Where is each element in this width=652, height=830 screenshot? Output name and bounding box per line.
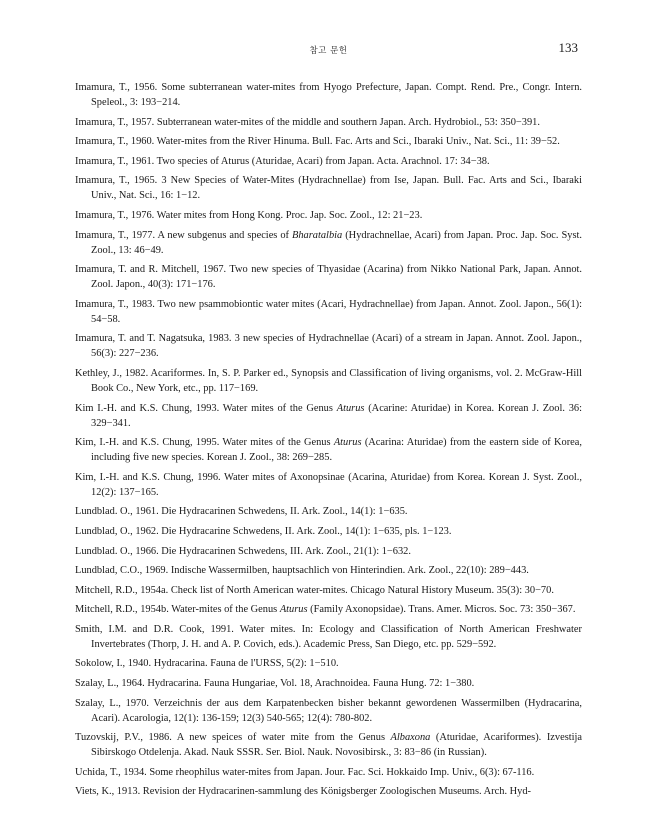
reference-text: Imamura, T., 1961. Two species of Aturus (Aturidae, Acari) from Japan. Acta. Arachnol. 17: 34−38. — [75, 155, 490, 167]
reference-text: Imamura, T., 1965. 3 New Species of Water-Mites (Hydrachnellae) from Ise, Japan. Bull. Fac. Arts and Sci., Ibaraki Univ., Nat. Sci., 16: 1−12. — [75, 175, 582, 202]
taxon-name: Aturus — [336, 402, 365, 414]
reference-text: Imamura, T., 1960. Water-mites from the River Hinuma. Bull. Fac. Arts and Sci., Ibaraki Univ., Nat. Sci., 11: 39−52. — [75, 136, 560, 148]
reference-entry — [75, 115, 582, 130]
reference-entry — [75, 262, 582, 292]
reference-text: Lundblad, C.O., 1969. Indische Wassermilben, hauptsachlich von Hinterindien. Ark. Zool., 22(10): 289−443. — [75, 565, 529, 577]
reference-entry — [75, 730, 582, 760]
running-head: 참고 문헌 — [309, 46, 348, 56]
page-header — [75, 40, 582, 58]
reference-text: Sokolow, I., 1940. Hydracarina. Fauna de l'URSS, 5(2): 1−510. — [75, 658, 339, 670]
reference-entry — [75, 173, 582, 203]
reference-entry — [75, 134, 582, 149]
reference-text: Imamura, T., 1977. A new subgenus and species of — [75, 229, 292, 241]
reference-text: Kim, I.-H. and K.S. Chung, 1996. Water mites of Axonopsinae (Acarina, Aturidae) from Korea. Korean J. Syst. Zool., 12(2): 137−165. — [75, 471, 582, 498]
reference-entry — [75, 622, 582, 652]
reference-entry — [75, 656, 582, 671]
reference-text: Imamura, T., 1956. Some subterranean water-mites from Hyogo Prefecture, Japan. Compt. Rend. Pre., Congr. Intern. Speleol., 3: 193−214. — [75, 82, 582, 108]
reference-entry — [75, 228, 582, 258]
reference-entry — [75, 401, 582, 431]
reference-entry — [75, 524, 582, 539]
taxon-name: Aturus — [279, 604, 308, 616]
reference-entry — [75, 696, 582, 726]
reference-entry — [75, 504, 582, 519]
reference-entry — [75, 435, 582, 465]
reference-entry — [75, 765, 582, 780]
reference-entry — [75, 544, 582, 559]
reference-entry — [75, 80, 582, 110]
reference-text: Mitchell, R.D., 1954b. Water-mites of the Genus — [75, 604, 280, 616]
reference-entry — [75, 563, 582, 578]
reference-text-continued: (Family Axonopsidae). Trans. Amer. Micros. Soc. 73: 350−367. — [307, 604, 576, 616]
taxon-name: Bharatalbia — [292, 229, 343, 241]
reference-entry — [75, 784, 582, 799]
reference-entry — [75, 602, 582, 617]
reference-text: Lundblad, O., 1962. Die Hydracarine Schwedens, II. Ark. Zool., 14(1): 1−635, pls. 1−123. — [75, 525, 452, 537]
taxon-name: Albaxona — [390, 732, 431, 744]
reference-text: Imamura, T., 1957. Subterranean water-mites of the middle and southern Japan. Arch. Hydrobiol., 53: 350−391. — [75, 116, 540, 128]
reference-text: Szalay, L., 1964. Hydracarina. Fauna Hungariae, Vol. 18, Arachnoidea. Fauna Hung. 72: 1−380. — [75, 678, 475, 690]
reference-text-continued: (Hydrachnellae, Acari) from Japan. Proc. Jap. Soc. Syst. Zool., 13: 46−49. — [91, 229, 582, 256]
reference-text: Viets, K., 1913. Revision der Hydracarinen-sammlung des Königsberger Zoologischen Museums. Arch. Hyd- — [75, 786, 531, 798]
reference-text: Mitchell, R.D., 1954a. Check list of North American water-mites. Chicago Natural History Museum. 35(3): 30−70. — [75, 584, 554, 596]
reference-entry — [75, 676, 582, 691]
reference-text-continued: (Aturidae, Acariformes). Izvestija Sibirskogo Otdelenja. Akad. Nauk SSSR. Ser. Biol. Nauk. Novosibirsk., 3: 83−86 (in Russian). — [91, 732, 583, 759]
reference-text: Kim, I.-H. and K.S. Chung, 1995. Water mites of the Genus — [75, 437, 334, 449]
reference-text: Kim I.-H. and K.S. Chung, 1993. Water mites of the Genus — [75, 402, 337, 414]
page-number: 133 — [558, 40, 578, 55]
reference-text: Kethley, J., 1982. Acariformes. In, S. P. Parker ed., Synopsis and Classification of living organisms, vol. 2. McGraw-Hill Book Co., New York, etc., pp. 117−169. — [75, 367, 582, 394]
reference-text: Imamura, T. and T. Nagatsuka, 1983. 3 new species of Hydrachnellae (Acari) of a stream in Japan. Annot. Zool. Japon., 56(3): 227−236. — [75, 333, 582, 360]
reference-list — [75, 80, 582, 804]
reference-entry — [75, 208, 582, 223]
reference-text-continued: (Acarina: Aturidae) from the eastern side of Korea, including five new species. Korean J. Zool., 38: 269−285. — [91, 437, 582, 464]
reference-text: Tuzovskij, P.V., 1986. A new speices of water mite from the Genus — [75, 732, 391, 744]
reference-entry — [75, 366, 582, 396]
reference-text: Uchida, T., 1934. Some rheophilus water-mites from Japan. Jour. Fac. Sci. Hokkaido Imp. Univ., 6(3): 67-116. — [75, 766, 535, 778]
reference-entry — [75, 154, 582, 169]
reference-text-continued: (Acarine: Aturidae) in Korea. Korean J. Zool. 36: 329−341. — [91, 402, 583, 429]
reference-text: Imamura, T., 1983. Two new psammobiontic water mites (Acari, Hydrachnellae) from Japan. Annot. Zool. Japon., 56(1): 54−58. — [75, 298, 582, 325]
reference-entry — [75, 583, 582, 598]
reference-text: Imamura, T. and R. Mitchell, 1967. Two new species of Thyasidae (Acarina) from Nikko National Park, Japan. Annot. Zool. Japon., 40(3): 171−176. — [75, 264, 582, 291]
reference-text: Lundblad. O., 1961. Die Hydracarinen Schwedens, II. Ark. Zool., 14(1): 1−635. — [75, 506, 408, 518]
reference-text: Lundblad. O., 1966. Die Hydracarinen Schwedens, III. Ark. Zool., 21(1): 1−632. — [75, 545, 411, 557]
reference-entry — [75, 331, 582, 361]
reference-text: Szalay, L., 1970. Verzeichnis der aus dem Karpatenbecken bisher bekannt gewordenen Wassermilben (Hydracarina, Acari). Acarologia, 12(1): 136-159; 12(3) 540-565; 12(4): 780-802. — [75, 697, 582, 724]
reference-entry — [75, 297, 582, 327]
reference-entry — [75, 470, 582, 500]
reference-text: Smith, I.M. and D.R. Cook, 1991. Water mites. In: Ecology and Classification of North American Freshwater Invertebrates (Thorp, J. H. and A. P. Covich, eds.). Academic Press, San Diego, etc. pp. 529−592. — [75, 623, 582, 650]
taxon-name: Aturus — [333, 437, 362, 449]
reference-text: Imamura, T., 1976. Water mites from Hong Kong. Proc. Jap. Soc. Zool., 12: 21−23. — [75, 209, 423, 221]
